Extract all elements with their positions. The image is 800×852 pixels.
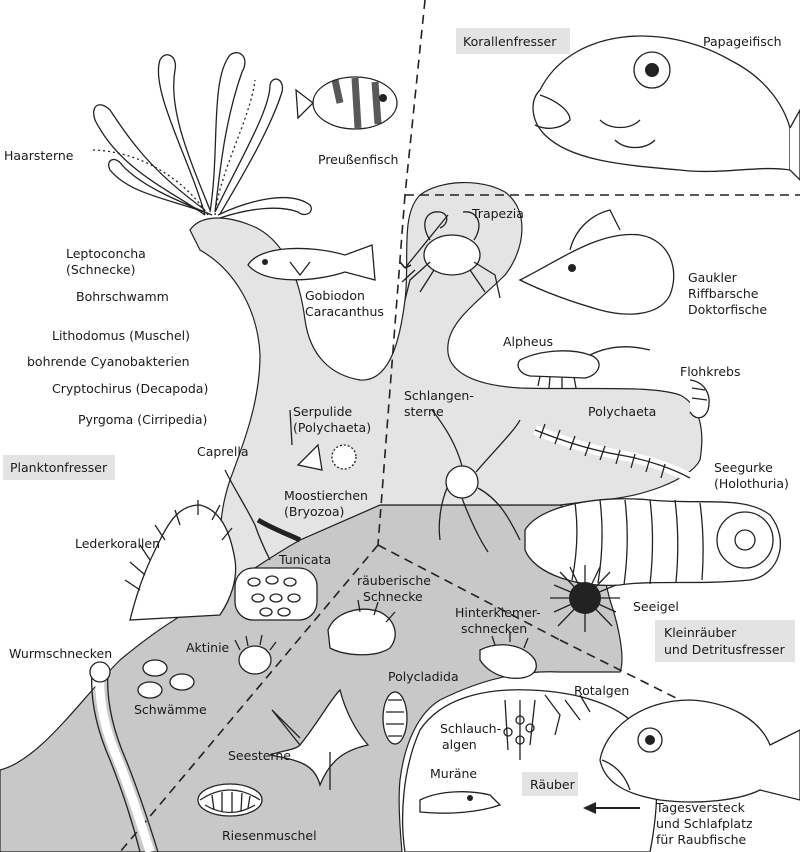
caprella-label: Caprella	[197, 444, 249, 459]
damselfish-icon	[296, 77, 397, 129]
moostierchen-label-2: (Bryozoa)	[284, 504, 345, 519]
schlangensterne-label-1: Schlangen-	[404, 388, 474, 403]
aktinie-label: Aktinie	[186, 640, 230, 655]
gaukler-label-1: Gaukler	[688, 270, 737, 285]
raeuberische-label-2: Schnecke	[363, 589, 423, 604]
lederkorallen-label: Lederkorallen	[75, 536, 160, 551]
gobiodon-label-1: Gobiodon	[305, 288, 365, 303]
gaukler-label-2: Riffbarsche	[688, 286, 759, 301]
predator-fish-icon	[600, 700, 800, 802]
haarsterne-label: Haarsterne	[4, 148, 74, 163]
lithodomus-label: Lithodomus (Muschel)	[52, 328, 191, 343]
feather-star-icon	[90, 53, 311, 218]
polycladida-label: Polycladida	[388, 669, 459, 684]
flohkrebs-label: Flohkrebs	[680, 364, 741, 379]
kleinraeuber-label-line2: und Detritusfresser	[664, 642, 785, 657]
leptoconcha-label-2: (Schnecke)	[66, 262, 136, 277]
soft-coral-icon	[125, 500, 236, 620]
bohrschwamm-label: Bohrschwamm	[76, 289, 169, 304]
amphipod-icon	[690, 380, 709, 418]
papageifisch-label: Papageifisch	[703, 34, 782, 49]
tagesversteck-label-1: Tagesversteck	[656, 800, 745, 815]
schlangensterne-label-2: sterne	[404, 404, 444, 419]
raeuber-label: Räuber	[530, 777, 575, 792]
polychaeta-label: Polychaeta	[588, 404, 657, 419]
wurmschnecken-label: Wurmschnecken	[9, 646, 113, 661]
hinterkiemer-label-1: Hinterkiemer-	[455, 605, 541, 620]
leptoconcha-label-1: Leptoconcha	[66, 246, 146, 261]
alpheus-label: Alpheus	[503, 334, 554, 349]
tunicate-icon	[235, 568, 317, 620]
planktonfresser-label: Planktonfresser	[10, 460, 108, 475]
gobiodon-label-2: Caracanthus	[305, 304, 384, 319]
pyrgoma-label: Pyrgoma (Cirripedia)	[78, 412, 208, 427]
preussenfisch-label: Preußenfisch	[318, 152, 399, 167]
seeigel-label: Seeigel	[633, 599, 679, 614]
riesenmuschel-label: Riesenmuschel	[222, 828, 317, 843]
serpulide-label-1: Serpulide	[293, 404, 353, 419]
butterflyfish-icon	[520, 210, 674, 314]
shrimp-icon	[518, 347, 650, 388]
serpulide-label-2: (Polychaeta)	[293, 420, 372, 435]
parrotfish-icon	[533, 36, 800, 180]
seesterne-label: Seesterne	[228, 748, 291, 763]
seegurke-label-1: Seegurke	[714, 460, 773, 475]
cryptochirus-label: Cryptochirus (Decapoda)	[52, 381, 209, 396]
kleinraeuber-label-line1: Kleinräuber	[664, 625, 737, 640]
flatworm-icon	[383, 692, 407, 744]
trapezia-label: Trapezia	[472, 206, 524, 221]
muraene-label: Muräne	[430, 766, 478, 781]
tunicata-label: Tunicata	[279, 552, 332, 567]
seegurke-label-2: (Holothuria)	[714, 476, 789, 491]
tagesversteck-label-3: für Raubfische	[656, 832, 747, 847]
cyanobakterien-label: bohrende Cyanobakterien	[27, 354, 190, 369]
tagesversteck-label-2: und Schlafplatz	[656, 816, 753, 831]
schlauchalgen-label-2: algen	[442, 737, 477, 752]
raeuberische-label-1: räuberische	[357, 573, 431, 588]
korallenfresser-label: Korallenfresser	[463, 34, 557, 49]
moostierchen-label-1: Moostierchen	[284, 488, 368, 503]
gaukler-label-3: Doktorfische	[688, 302, 768, 317]
giant-clam-icon	[198, 784, 262, 816]
schlauchalgen-label-1: Schlauch-	[440, 721, 502, 736]
rotalgen-label: Rotalgen	[574, 683, 630, 698]
hinterkiemer-label-2: schnecken	[461, 621, 528, 636]
schwaemme-label: Schwämme	[134, 702, 207, 717]
